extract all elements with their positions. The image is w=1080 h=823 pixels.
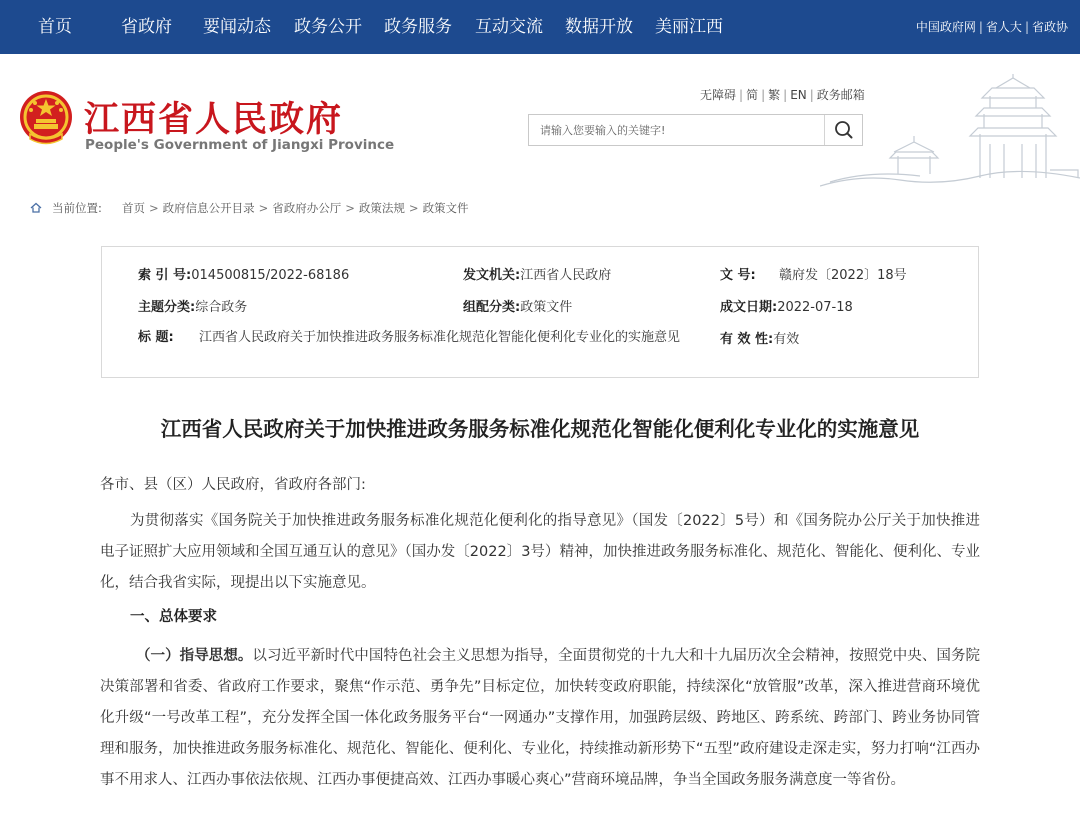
section-heading: 一、总体要求 bbox=[130, 609, 217, 625]
meta-issuer-label: 发文机关: bbox=[463, 268, 521, 283]
nav-item-provincial-gov[interactable]: 省政府 bbox=[121, 17, 172, 37]
link-provincial-cppcc[interactable]: 省政协 bbox=[1031, 20, 1068, 34]
search-input[interactable] bbox=[529, 115, 824, 145]
meta-validity-label: 有 效 性: bbox=[720, 332, 774, 347]
meta-index-label: 索 引 号: bbox=[138, 268, 192, 283]
nav-item-gov-affairs-open[interactable]: 政务公开 bbox=[294, 17, 362, 37]
meta-category-value: 政策文件 bbox=[520, 300, 573, 315]
breadcrumb-policies[interactable]: 政策法规 bbox=[358, 201, 405, 215]
traditional-chinese-link[interactable]: 繁 bbox=[768, 88, 781, 102]
top-nav bbox=[0, 0, 1080, 54]
site-subtitle: People's Government of Jiangxi Province bbox=[85, 137, 395, 153]
nav-item-interaction[interactable]: 互动交流 bbox=[475, 17, 543, 37]
meta-issuer-value: 江西省人民政府 bbox=[520, 268, 612, 283]
simplified-chinese-link[interactable]: 简 bbox=[746, 88, 759, 102]
meta-date-value: 2022-07-18 bbox=[777, 300, 853, 315]
site-title: 江西省人民政府 bbox=[84, 100, 344, 140]
chevron-right-icon: > bbox=[149, 201, 159, 215]
meta-title-label: 标 题: bbox=[138, 330, 174, 345]
salutation: 各市、县（区）人民政府，省政府各部门: bbox=[100, 477, 366, 493]
chevron-right-icon: > bbox=[345, 201, 355, 215]
pagoda-decoration-icon bbox=[820, 74, 1080, 189]
nav-item-gov-services[interactable]: 政务服务 bbox=[384, 17, 452, 37]
meta-topic-label: 主题分类: bbox=[138, 300, 196, 315]
meta-category-label: 组配分类: bbox=[463, 300, 521, 315]
paragraph-lead: （一）指导思想。 bbox=[136, 647, 253, 664]
meta-validity-value: 有效 bbox=[773, 332, 800, 347]
link-china-gov[interactable]: 中国政府网 bbox=[915, 20, 976, 34]
meta-docno bbox=[720, 264, 907, 283]
english-link[interactable]: EN bbox=[790, 88, 807, 102]
external-links bbox=[916, 0, 1068, 54]
meta-issuer bbox=[463, 264, 611, 283]
home-icon bbox=[30, 202, 42, 213]
nav-item-news[interactable]: 要闻动态 bbox=[203, 17, 271, 37]
paragraph-body: 以习近平新时代中国特色社会主义思想为指导，全面贯彻党的十九大和十九届历次全会精神，按照党中央、国务院决策部署和省委、省政府工作要求，聚焦“作示范、勇争先”目标定位，加快转变政府职能，持续深化“放管服”改革，深入推进营商环境优化升级“一号改革工程”，充分发挥全国一体化政务服务平台“一网通办”支撑作用，加强跨层级、跨地区、跨系统、跨部门、跨业务协同管理和服务，加快推进政务服务标准化、规范化、智能化、便利化、专业化，持续推动新形势下“五型”政府建设走深走实，努力打响“江西办事不用求人、江西办事依法依规、江西办事便捷高效、江西办事暖心爽心”营商环境品牌，争当全国政务服务满意度一等省份。 bbox=[100, 648, 980, 788]
gov-mail-link[interactable]: 政务邮箱 bbox=[816, 88, 865, 102]
meta-topic bbox=[138, 296, 247, 315]
national-emblem-icon bbox=[18, 90, 74, 148]
guiding-ideology-paragraph bbox=[100, 640, 980, 796]
intro-paragraph: 为贯彻落实《国务院关于加快推进政务服务标准化规范化便利化的指导意见》（国发〔2022〕5号）和《国务院办公厅关于加快推进电子证照扩大应用领域和全国互通互认的意见》（国办发〔2022〕3号）精神，加快推进政务服务标准化、规范化、智能化、便利化、专业化，结合我省实际，现提出以下实施意见。 bbox=[100, 513, 980, 591]
meta-index bbox=[138, 264, 349, 283]
document-metadata bbox=[101, 246, 979, 378]
breadcrumb-trail bbox=[122, 200, 469, 216]
nav-item-open-data[interactable]: 数据开放 bbox=[565, 17, 633, 37]
meta-date bbox=[720, 296, 853, 315]
meta-title-value: 江西省人民政府关于加快推进政务服务标准化规范化智能化便利化专业化的实施意见 bbox=[199, 330, 681, 345]
nav-item-home[interactable]: 首页 bbox=[38, 17, 72, 37]
meta-category bbox=[463, 296, 572, 315]
meta-validity bbox=[720, 328, 799, 347]
breadcrumb-label: 当前位置: bbox=[52, 201, 102, 215]
divider: | bbox=[761, 88, 766, 102]
divider: | bbox=[739, 88, 744, 102]
meta-date-label: 成文日期: bbox=[720, 300, 778, 315]
meta-topic-value: 综合政务 bbox=[195, 300, 248, 315]
nav-item-beautiful-jiangxi[interactable]: 美丽江西 bbox=[655, 17, 723, 37]
breadcrumb-policy-docs[interactable]: 政策文件 bbox=[422, 201, 469, 215]
accessibility-link[interactable]: 无障碍 bbox=[700, 88, 737, 102]
divider: | bbox=[783, 88, 788, 102]
chevron-right-icon: > bbox=[258, 201, 269, 215]
site-header bbox=[0, 54, 1080, 189]
meta-docno-label: 文 号: bbox=[720, 268, 756, 283]
divider: | bbox=[809, 88, 814, 102]
document-title: 江西省人民政府关于加快推进政务服务标准化规范化智能化便利化专业化的实施意见 bbox=[160, 417, 920, 441]
breadcrumb-general-office[interactable]: 省政府办公厅 bbox=[272, 201, 342, 215]
divider: | bbox=[1024, 20, 1029, 34]
chevron-right-icon: > bbox=[408, 201, 419, 215]
meta-index-value: 014500815/2022-68186 bbox=[191, 268, 350, 283]
meta-docno-value: 赣府发〔2022〕18号 bbox=[779, 268, 907, 283]
breadcrumb bbox=[0, 189, 1080, 225]
divider: | bbox=[978, 20, 983, 34]
breadcrumb-home[interactable]: 首页 bbox=[122, 201, 145, 215]
breadcrumb-info-catalog[interactable]: 政府信息公开目录 bbox=[162, 201, 255, 215]
search-box bbox=[528, 114, 863, 146]
link-provincial-congress[interactable]: 省人大 bbox=[985, 20, 1022, 34]
